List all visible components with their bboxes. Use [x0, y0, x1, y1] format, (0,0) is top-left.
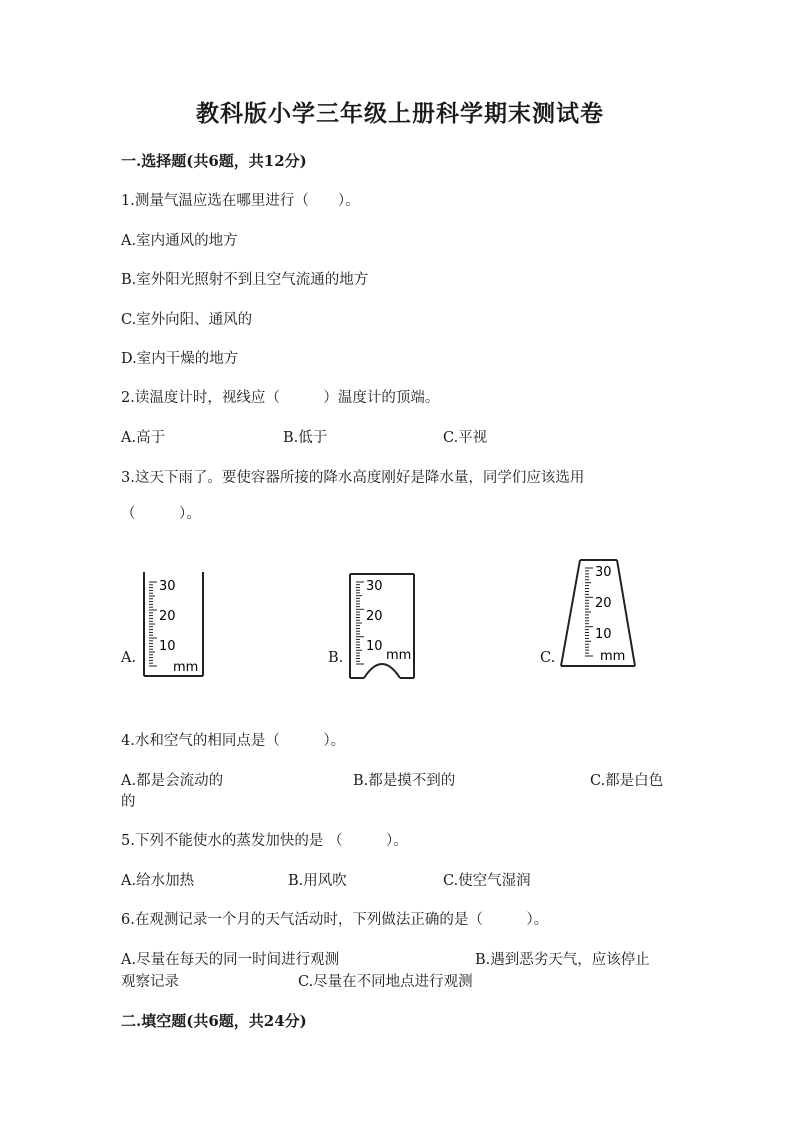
gauge-b-scale-ticks: [356, 582, 364, 664]
question-4-option-c: C.都是白色: [590, 773, 664, 789]
question-2-option-b: B.低于: [283, 430, 328, 446]
question-3-stem-cont: （ ）。: [121, 506, 201, 522]
question-5-option-c: C.使空气湿润: [443, 873, 531, 889]
question-6-stem: 6.在观测记录一个月的天气活动时，下列做法正确的是（ ）。: [121, 912, 549, 928]
question-1-option-b: B.室外阳光照射不到且空气流通的地方: [121, 272, 369, 288]
gauge-b-label-10: 10: [366, 639, 383, 654]
gauge-a-scale-ticks: [149, 582, 157, 666]
question-4-option-b: B.都是摸不到的: [353, 773, 456, 789]
question-6-option-b-cont: 观察记录: [121, 974, 179, 990]
rain-gauge-c-figure: [557, 556, 643, 680]
question-4-option-a: A.都是会流动的: [121, 773, 224, 789]
question-3-option-b-label: B.: [328, 650, 344, 666]
gauge-a-label-unit: mm: [173, 660, 199, 675]
question-2-option-c: C.平视: [443, 430, 488, 446]
rain-gauge-a-figure: [139, 568, 209, 680]
question-1-option-a: A.室内通风的地方: [121, 233, 238, 249]
question-3-option-a-label: A.: [121, 650, 137, 666]
question-4-stem: 4.水和空气的相同点是（ ）。: [121, 733, 346, 749]
gauge-a-label-10: 10: [159, 639, 176, 654]
section-heading-choice: 一.选择题(共6题，共12分): [121, 152, 307, 170]
rain-gauge-b-figure: [346, 568, 422, 684]
question-3-stem: 3.这天下雨了。要使容器所接的降水高度刚好是降水量，同学们应该选用: [121, 470, 585, 486]
question-3-option-c-label: C.: [540, 650, 556, 666]
gauge-c-label-20: 20: [595, 596, 612, 611]
question-2-option-a: A.高于: [121, 430, 166, 446]
gauge-a-label-20: 20: [159, 609, 176, 624]
question-6-option-b: B.遇到恶劣天气，应该停止: [475, 952, 650, 968]
question-1-stem: 1.测量气温应选在哪里进行（ ）。: [121, 193, 360, 209]
question-6-option-a: A.尽量在每天的同一时间进行观测: [121, 952, 340, 968]
question-5-option-a: A.给水加热: [121, 873, 195, 889]
question-4-option-c-cont: 的: [121, 794, 136, 810]
question-6-option-c: C.尽量在不同地点进行观测: [298, 974, 473, 990]
gauge-c-scale-ticks: [585, 568, 593, 656]
question-1-option-c: C.室外向阳、通风的: [121, 312, 253, 328]
question-1-option-d: D.室内干燥的地方: [121, 351, 239, 367]
exam-title: 教科版小学三年级上册科学期末测试卷: [196, 100, 604, 127]
gauge-c-label-unit: mm: [600, 649, 626, 664]
gauge-b-label-30: 30: [366, 579, 383, 594]
gauge-b-label-unit: mm: [386, 648, 412, 663]
gauge-c-label-30: 30: [595, 565, 612, 580]
gauge-b-label-20: 20: [366, 609, 383, 624]
gauge-a-label-30: 30: [159, 579, 176, 594]
question-5-option-b: B.用风吹: [288, 873, 347, 889]
gauge-c-label-10: 10: [595, 627, 612, 642]
question-2-stem: 2.读温度计时，视线应（ ）温度计的顶端。: [121, 390, 440, 406]
section-heading-fill: 二.填空题(共6题，共24分): [121, 1012, 307, 1030]
question-5-stem: 5.下列不能使水的蒸发加快的是 （ ）。: [121, 833, 408, 849]
